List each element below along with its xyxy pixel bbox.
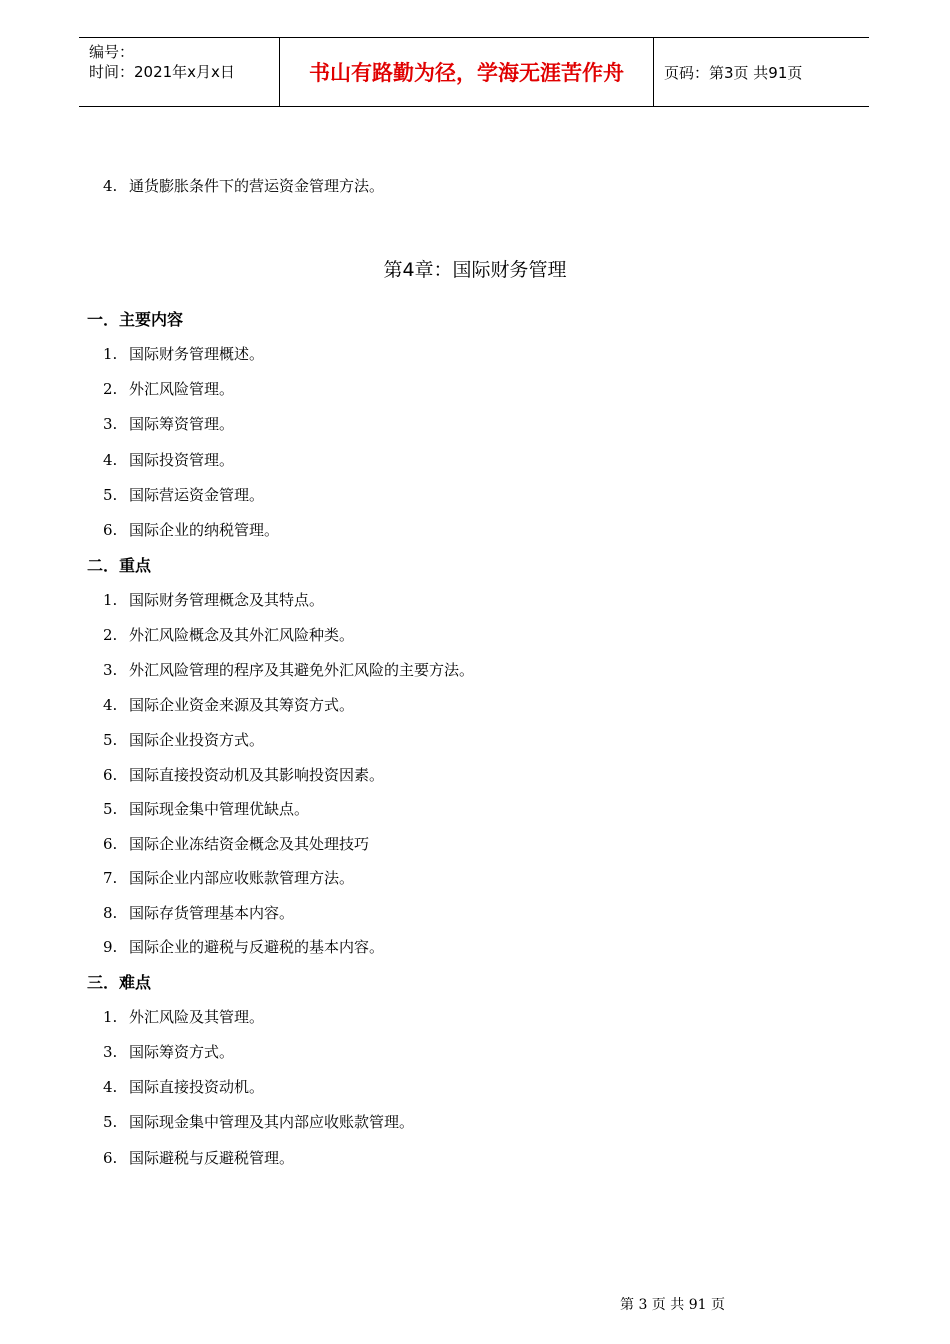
list-item-text: 国际筹资方式。 xyxy=(129,1043,235,1061)
header-meta-cell xyxy=(79,38,280,106)
list-item xyxy=(103,379,234,399)
list-item-text: 国际直接投资动机及其影响投资因素。 xyxy=(129,766,385,784)
list-item xyxy=(103,660,474,680)
list-item-text: 国际存货管理基本内容。 xyxy=(129,904,295,922)
list-item-text: 国际筹资管理。 xyxy=(129,415,235,433)
list-item-text: 外汇风险及其管理。 xyxy=(129,1008,265,1026)
list-item xyxy=(103,765,384,785)
list-item-text: 国际财务管理概念及其特点。 xyxy=(129,591,325,609)
list-item xyxy=(103,1007,264,1027)
list-item xyxy=(103,1077,264,1097)
list-item-number: 3. xyxy=(103,415,118,433)
list-item-number: 4. xyxy=(103,1078,118,1096)
list-item-number: 8. xyxy=(103,904,118,922)
list-item xyxy=(103,590,324,610)
list-item xyxy=(103,414,234,434)
list-item-number: 6. xyxy=(103,521,118,539)
list-item xyxy=(103,450,234,470)
section-heading: 一．主要内容 xyxy=(87,310,184,329)
list-item xyxy=(103,176,384,196)
list-item xyxy=(103,625,354,645)
page-header xyxy=(79,37,869,107)
list-item-number: 4. xyxy=(103,177,118,195)
list-item xyxy=(103,937,384,957)
list-item-number: 2. xyxy=(103,380,118,398)
list-item-number: 7. xyxy=(103,869,118,887)
list-item xyxy=(103,1042,234,1062)
list-item-text: 国际现金集中管理优缺点。 xyxy=(129,800,310,818)
list-item xyxy=(103,695,354,715)
list-item-number: 4. xyxy=(103,696,118,714)
list-item-number: 5. xyxy=(103,731,118,749)
list-item xyxy=(103,1112,414,1132)
list-item-text: 国际投资管理。 xyxy=(129,451,235,469)
list-item-number: 5. xyxy=(103,800,118,818)
header-page-label: 页码：第3页 共91页 xyxy=(664,63,803,82)
list-item-number: 1. xyxy=(103,1008,118,1026)
header-time-label: 时间：2021年x月x日 xyxy=(89,63,235,81)
list-item xyxy=(103,344,264,364)
list-item-text: 国际企业的避税与反避税的基本内容。 xyxy=(129,938,385,956)
list-item xyxy=(103,730,264,750)
list-item-text: 外汇风险概念及其外汇风险种类。 xyxy=(129,626,355,644)
list-item xyxy=(103,799,309,819)
list-item xyxy=(103,520,279,540)
list-item-number: 6. xyxy=(103,835,118,853)
list-item-number: 2. xyxy=(103,626,118,644)
list-item-number: 1. xyxy=(103,591,118,609)
list-item-number: 1. xyxy=(103,345,118,363)
list-item xyxy=(103,868,354,888)
list-item-number: 3. xyxy=(103,661,118,679)
list-item-number: 6. xyxy=(103,1149,118,1167)
list-item xyxy=(103,903,294,923)
list-item-text: 国际企业内部应收账款管理方法。 xyxy=(129,869,355,887)
section-heading: 二．重点 xyxy=(87,556,152,575)
list-item-text: 国际现金集中管理及其内部应收账款管理。 xyxy=(129,1113,415,1131)
list-item-text: 国际直接投资动机。 xyxy=(129,1078,265,1096)
chapter-title: 第4章：国际财务管理 xyxy=(383,259,567,281)
list-item xyxy=(103,834,369,854)
list-item-text: 国际财务管理概述。 xyxy=(129,345,265,363)
list-item-number: 4. xyxy=(103,451,118,469)
list-item-text: 外汇风险管理的程序及其避免外汇风险的主要方法。 xyxy=(129,661,475,679)
list-item xyxy=(103,485,264,505)
header-number-label: 编号： xyxy=(89,43,135,61)
page-footer: 第 3 页 共 91 页 xyxy=(620,1297,725,1313)
list-item-number: 6. xyxy=(103,766,118,784)
list-item-text: 外汇风险管理。 xyxy=(129,380,235,398)
list-item-text: 国际营运资金管理。 xyxy=(129,486,265,504)
list-item-text: 国际企业投资方式。 xyxy=(129,731,265,749)
list-item-number: 9. xyxy=(103,938,118,956)
list-item-number: 3. xyxy=(103,1043,118,1061)
list-item-text: 国际避税与反避税管理。 xyxy=(129,1149,295,1167)
list-item-number: 5. xyxy=(103,1113,118,1131)
section-heading: 三．难点 xyxy=(87,973,152,992)
list-item-text: 国际企业资金来源及其筹资方式。 xyxy=(129,696,355,714)
list-item-text: 通货膨胀条件下的营运资金管理方法。 xyxy=(129,177,385,195)
list-item-text: 国际企业冻结资金概念及其处理技巧 xyxy=(129,835,370,853)
list-item xyxy=(103,1148,294,1168)
list-item-number: 5. xyxy=(103,486,118,504)
header-motto: 书山有路勤为径，学海无涯苦作舟 xyxy=(280,38,654,106)
list-item-text: 国际企业的纳税管理。 xyxy=(129,521,280,539)
